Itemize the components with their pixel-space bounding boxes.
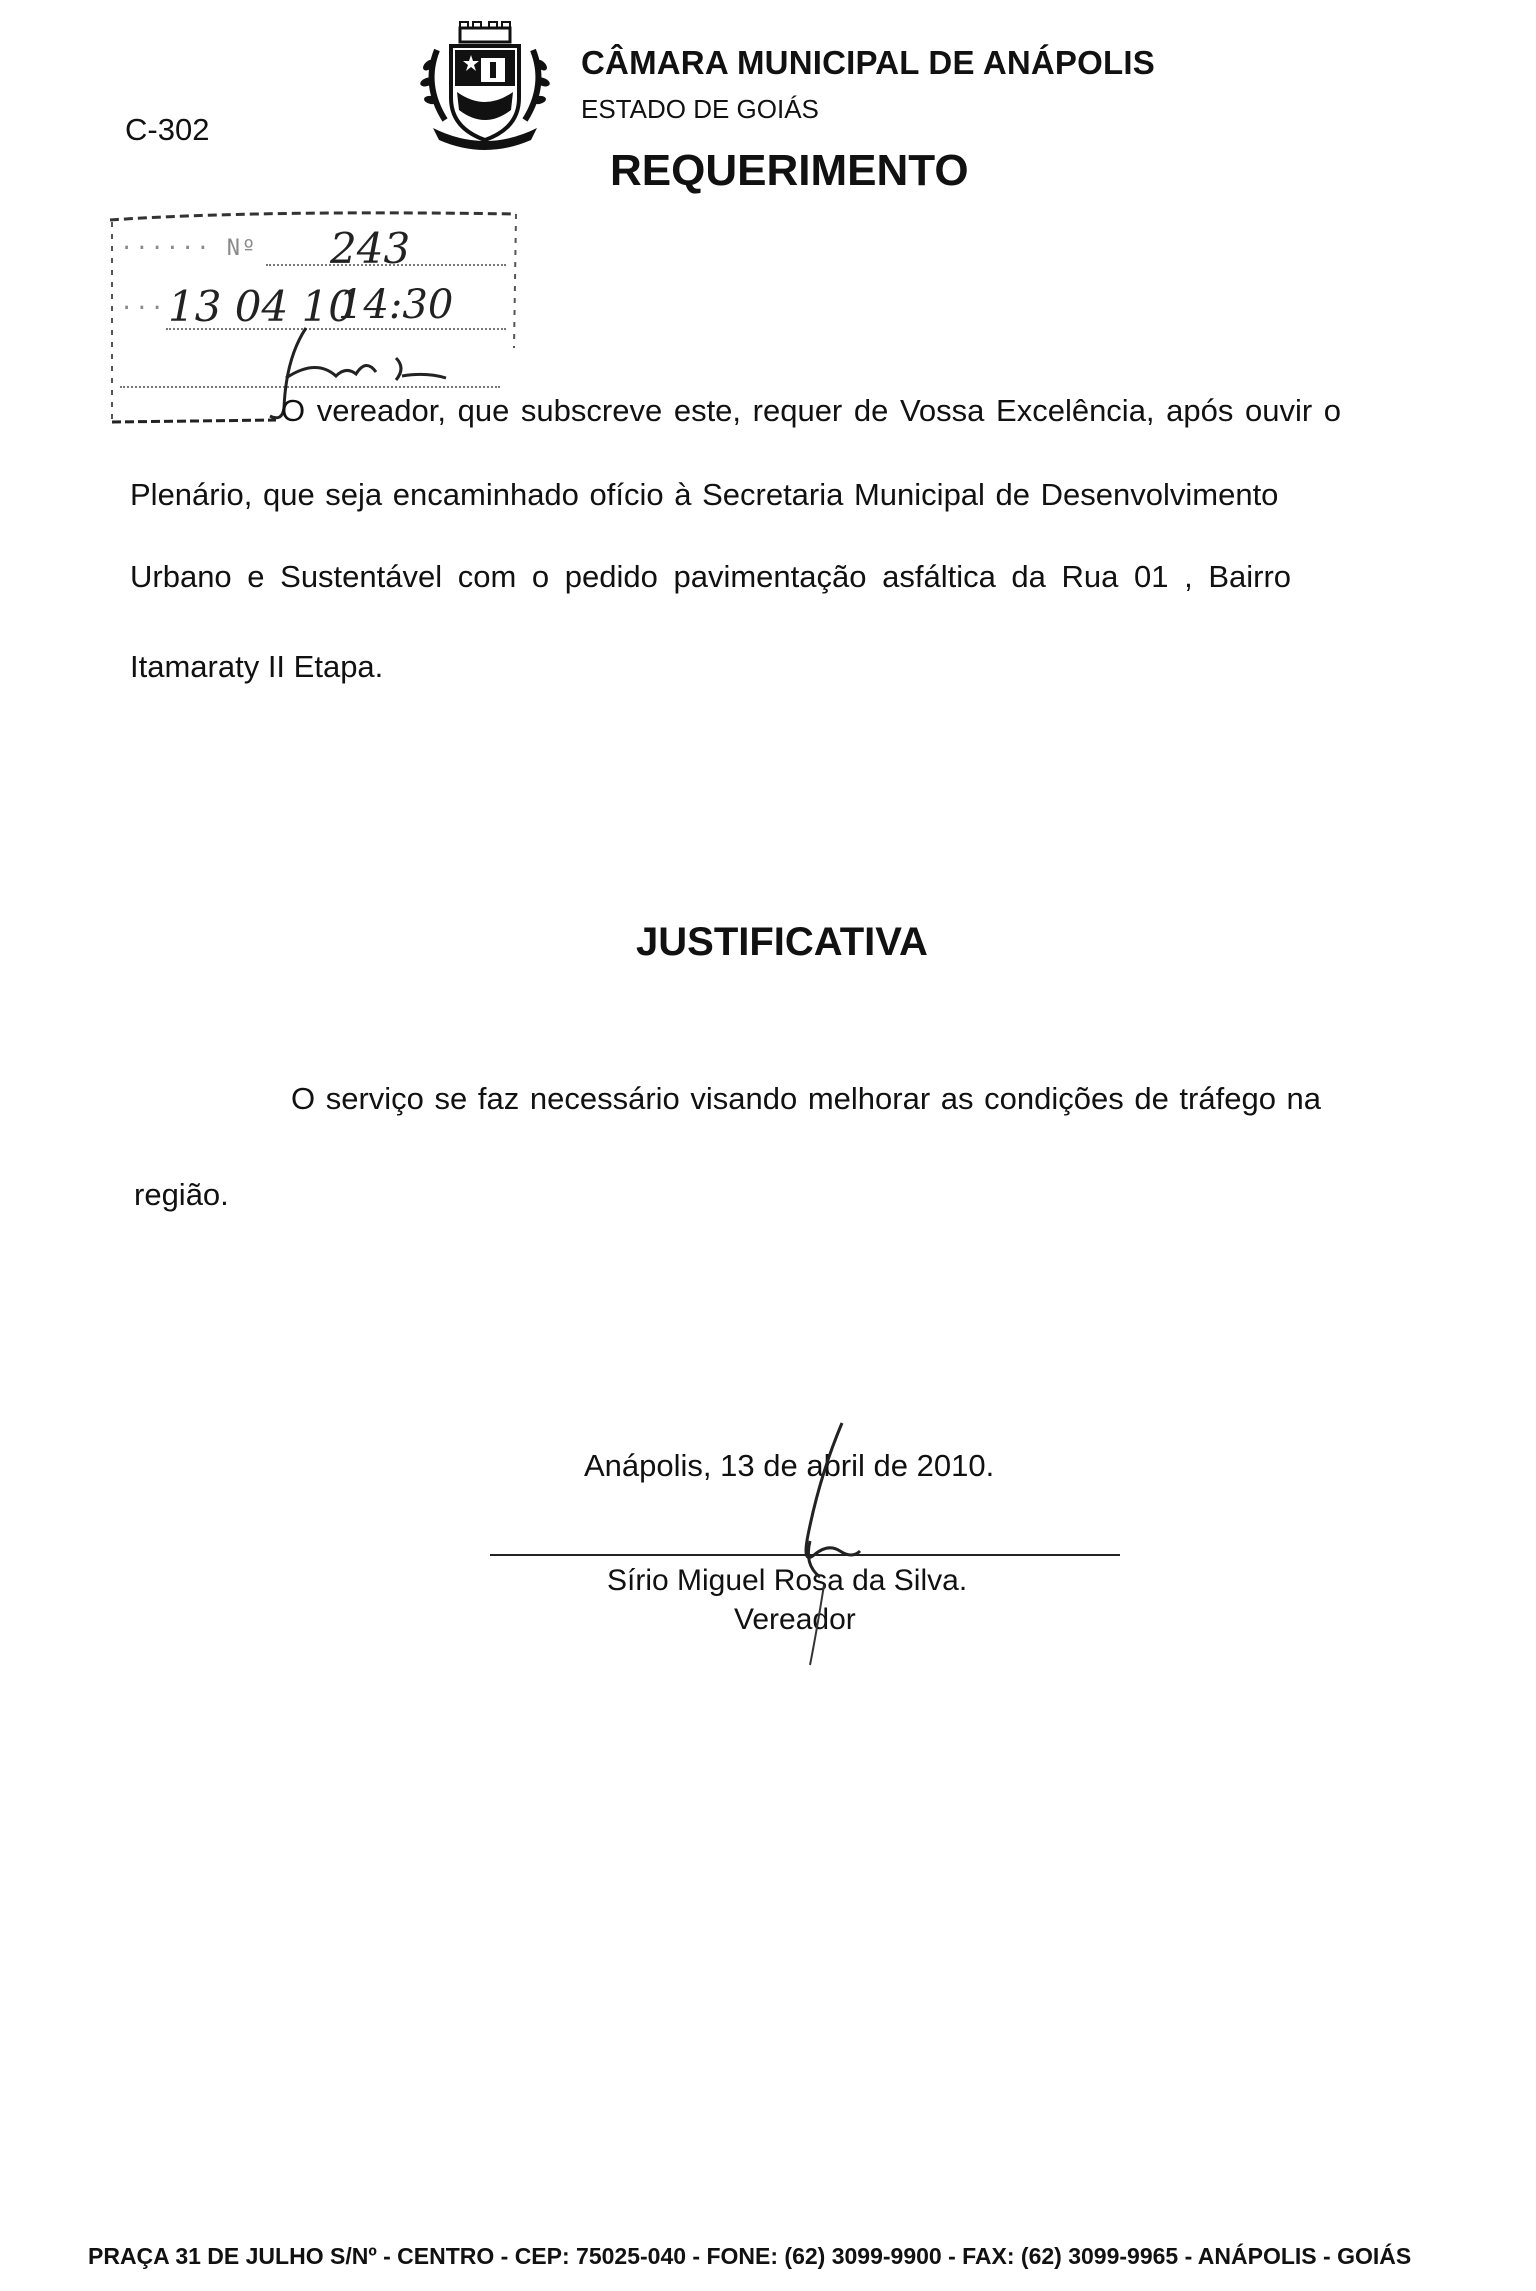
request-text-line: Itamaraty II Etapa. — [130, 649, 384, 684]
signer-role: Vereador — [734, 1603, 856, 1636]
stamp-date: 13 04 10 — [168, 282, 356, 331]
request-text-line: Plenário, que seja encaminhado ofício à Secretaria Municipal de Desenvolvimento — [130, 477, 1279, 512]
document-type-title: REQUERIMENTO — [610, 146, 969, 195]
signer-name: Sírio Miguel Rosa da Silva. — [607, 1564, 968, 1597]
stamp-time: 14:30 — [338, 282, 454, 328]
justification-text-line: O serviço se faz necessário visando melhorar as condições de tráfego na — [291, 1081, 1322, 1116]
justification-title: JUSTIFICATIVA — [636, 920, 928, 964]
chamber-name: CÂMARA MUNICIPAL DE ANÁPOLIS — [581, 44, 1155, 81]
municipal-crest-icon — [415, 20, 555, 150]
footer-address: PRAÇA 31 DE JULHO S/Nº - CENTRO - CEP: 75025-040 - FONE: (62) 3099-9900 - FAX: (62) 3099-9965 - ANÁPOLIS - GOIÁS — [88, 2243, 1412, 2269]
stamp-protocol-label: ······ Nº — [120, 236, 258, 261]
stamp-date-label: ··· — [120, 296, 166, 321]
handwritten-signature-icon — [780, 1415, 890, 1675]
place-date: Anápolis, 13 de abril de 2010. — [584, 1448, 995, 1483]
stamp-protocol-number: 243 — [330, 224, 411, 273]
justification-text-line: região. — [134, 1177, 229, 1212]
state-name: ESTADO DE GOIÁS — [581, 94, 819, 124]
document-code: C-302 — [125, 112, 210, 147]
request-text-line: O vereador, que subscreve este, requer de Vossa Excelência, após ouvir o — [281, 393, 1342, 428]
request-text-line: Urbano e Sustentável com o pedido pavimentação asfáltica da Rua 01 , Bairro — [130, 559, 1292, 594]
